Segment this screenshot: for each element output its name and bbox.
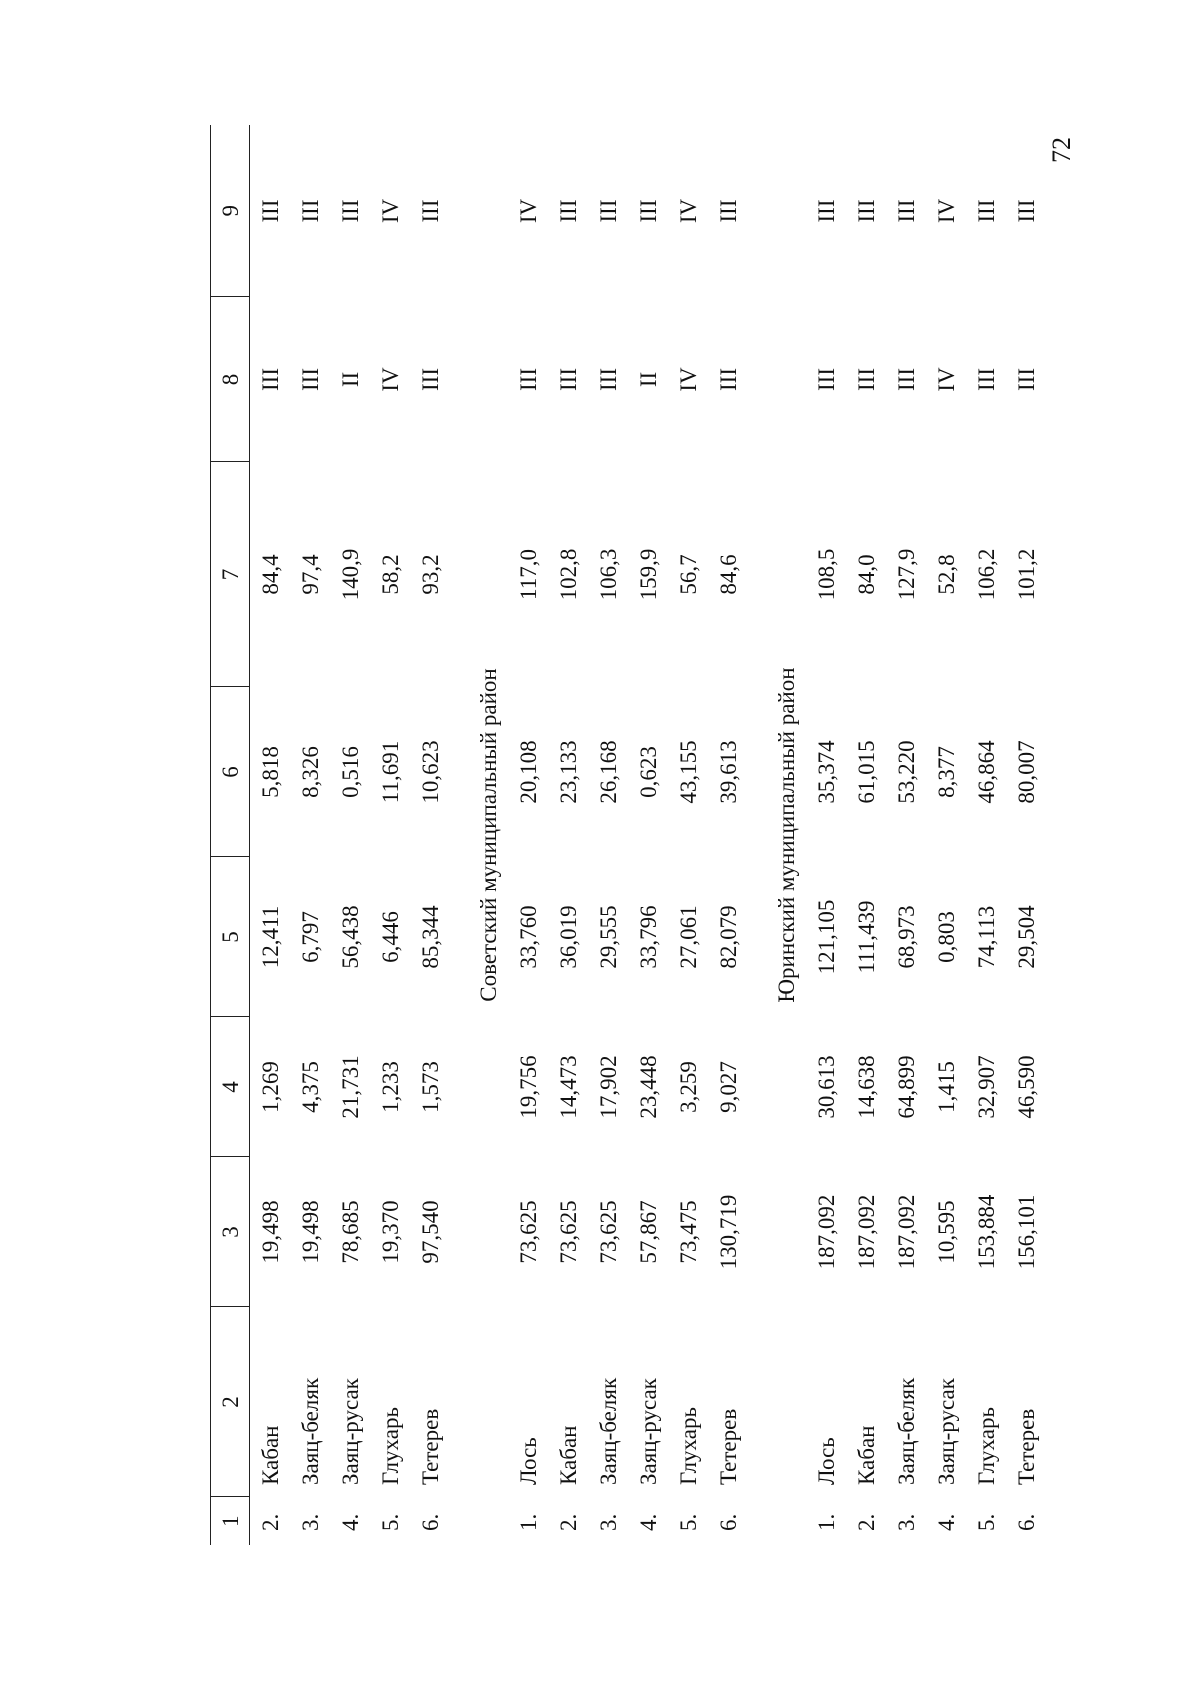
section-spacer bbox=[450, 125, 468, 1545]
species-name: Кабан bbox=[853, 1425, 879, 1485]
value-col7: 106,3 bbox=[595, 548, 621, 601]
value-col7: 84,4 bbox=[257, 554, 283, 595]
value-col5: 111,439 bbox=[853, 900, 879, 974]
page-number: 72 bbox=[1047, 137, 1076, 163]
column-header-6: 6 bbox=[211, 687, 250, 857]
value-col4: 14,638 bbox=[853, 1055, 879, 1119]
species-name: Заяц-беляк bbox=[893, 1377, 919, 1485]
value-col5: 85,344 bbox=[417, 905, 443, 969]
table-row bbox=[966, 125, 1006, 1545]
grade-col8: III bbox=[417, 368, 443, 391]
data-table bbox=[210, 125, 1046, 1545]
value-col3: 187,092 bbox=[893, 1194, 919, 1270]
value-col6: 53,220 bbox=[893, 740, 919, 804]
value-col3: 73,475 bbox=[675, 1200, 701, 1264]
row-number: 2. bbox=[853, 1513, 879, 1531]
value-col5: 6,797 bbox=[297, 911, 323, 963]
column-header-7: 7 bbox=[211, 462, 250, 687]
column-header-1: 1 bbox=[211, 1497, 250, 1545]
value-col4: 17,902 bbox=[595, 1055, 621, 1119]
value-col5: 56,438 bbox=[337, 905, 363, 969]
value-col5: 29,504 bbox=[1013, 905, 1039, 969]
table-row bbox=[588, 125, 628, 1545]
column-header-5: 5 bbox=[211, 857, 250, 1017]
value-col6: 46,864 bbox=[973, 740, 999, 804]
value-col3: 73,625 bbox=[555, 1200, 581, 1264]
value-col4: 1,415 bbox=[933, 1061, 959, 1113]
grade-col8: IV bbox=[675, 367, 701, 392]
value-col5: 74,113 bbox=[973, 905, 999, 969]
grade-col9: IV bbox=[515, 198, 541, 224]
value-col7: 106,2 bbox=[973, 548, 999, 601]
value-col4: 23,448 bbox=[635, 1055, 661, 1119]
section-title: Юринский муниципальный район bbox=[773, 667, 799, 1003]
value-col4: 32,907 bbox=[973, 1055, 999, 1119]
section-spacer bbox=[748, 125, 766, 1545]
row-number: 3. bbox=[893, 1513, 919, 1531]
table-row bbox=[668, 125, 708, 1545]
grade-col8: II bbox=[635, 371, 661, 388]
value-col3: 156,101 bbox=[1013, 1194, 1039, 1270]
section-title: Советский муниципальный район bbox=[475, 668, 501, 1002]
value-col3: 78,685 bbox=[337, 1200, 363, 1264]
value-col3: 73,625 bbox=[595, 1200, 621, 1264]
value-col7: 93,2 bbox=[417, 554, 443, 595]
table-row bbox=[846, 125, 886, 1545]
row-number: 3. bbox=[297, 1513, 323, 1531]
value-col6: 39,613 bbox=[715, 740, 741, 804]
row-number: 5. bbox=[377, 1513, 403, 1531]
value-col3: 73,625 bbox=[515, 1200, 541, 1264]
value-col3: 57,867 bbox=[635, 1200, 661, 1264]
row-number: 5. bbox=[675, 1513, 701, 1531]
species-name: Тетерев bbox=[715, 1408, 741, 1485]
value-col3: 19,498 bbox=[257, 1200, 283, 1264]
species-name: Заяц-беляк bbox=[595, 1377, 621, 1485]
grade-col8: III bbox=[973, 368, 999, 391]
grade-col8: IV bbox=[377, 367, 403, 392]
value-col4: 3,259 bbox=[675, 1061, 701, 1113]
table-row bbox=[1006, 125, 1046, 1545]
species-name: Лось bbox=[813, 1437, 839, 1485]
row-number: 6. bbox=[417, 1513, 443, 1531]
grade-col8: III bbox=[555, 368, 581, 391]
column-header-2: 2 bbox=[211, 1307, 250, 1497]
row-number: 2. bbox=[555, 1513, 581, 1531]
value-col7: 56,7 bbox=[675, 554, 701, 595]
row-number: 5. bbox=[973, 1513, 999, 1531]
species-name: Заяц-русак bbox=[635, 1378, 661, 1485]
column-header-3: 3 bbox=[211, 1157, 250, 1307]
species-name: Кабан bbox=[555, 1425, 581, 1485]
value-col6: 11,691 bbox=[377, 740, 403, 804]
value-col3: 187,092 bbox=[813, 1194, 839, 1270]
table-row bbox=[410, 125, 450, 1545]
value-col5: 33,796 bbox=[635, 905, 661, 969]
value-col5: 29,555 bbox=[595, 905, 621, 969]
value-col6: 20,108 bbox=[515, 740, 541, 804]
row-number: 4. bbox=[933, 1513, 959, 1531]
value-col5: 33,760 bbox=[515, 905, 541, 969]
row-number: 1. bbox=[515, 1513, 541, 1531]
column-header-9: 9 bbox=[211, 125, 250, 297]
table-row bbox=[806, 125, 846, 1545]
grade-col9: III bbox=[337, 199, 363, 223]
header-row bbox=[211, 125, 250, 1545]
value-col7: 97,4 bbox=[297, 554, 323, 595]
grade-col9: III bbox=[1013, 199, 1039, 223]
value-col4: 1,269 bbox=[257, 1061, 283, 1113]
grade-col9: III bbox=[813, 199, 839, 223]
grade-col8: III bbox=[595, 368, 621, 391]
value-col7: 159,9 bbox=[635, 548, 661, 601]
value-col6: 43,155 bbox=[675, 740, 701, 804]
value-col5: 82,079 bbox=[715, 905, 741, 969]
value-col6: 26,168 bbox=[595, 740, 621, 804]
table-row bbox=[926, 125, 966, 1545]
value-col5: 121,105 bbox=[813, 899, 839, 975]
table-body bbox=[250, 125, 1047, 1545]
value-col7: 140,9 bbox=[337, 548, 363, 601]
value-col7: 52,8 bbox=[933, 554, 959, 595]
value-col4: 1,573 bbox=[417, 1061, 443, 1113]
value-col4: 1,233 bbox=[377, 1061, 403, 1113]
value-col5: 0,803 bbox=[933, 911, 959, 963]
value-col4: 4,375 bbox=[297, 1061, 323, 1113]
value-col3: 187,092 bbox=[853, 1194, 879, 1270]
grade-col9: III bbox=[853, 199, 879, 223]
grade-col9: IV bbox=[933, 198, 959, 224]
grade-col9: III bbox=[715, 199, 741, 223]
section-header-row bbox=[468, 125, 508, 1545]
table-row bbox=[508, 125, 548, 1545]
column-header-8: 8 bbox=[211, 297, 250, 462]
grade-col8: II bbox=[337, 371, 363, 388]
species-name: Лось bbox=[515, 1437, 541, 1485]
value-col6: 61,015 bbox=[853, 740, 879, 804]
value-col7: 127,9 bbox=[893, 548, 919, 601]
species-name: Заяц-беляк bbox=[297, 1377, 323, 1485]
species-name: Заяц-русак bbox=[337, 1378, 363, 1485]
grade-col9: III bbox=[893, 199, 919, 223]
value-col6: 8,326 bbox=[297, 746, 323, 798]
value-col4: 9,027 bbox=[715, 1061, 741, 1113]
table-row bbox=[708, 125, 748, 1545]
section-header-row bbox=[766, 125, 806, 1545]
value-col7: 101,2 bbox=[1013, 548, 1039, 601]
grade-col9: III bbox=[257, 199, 283, 223]
value-col4: 64,899 bbox=[893, 1055, 919, 1119]
value-col7: 58,2 bbox=[377, 554, 403, 595]
value-col5: 12,411 bbox=[257, 905, 283, 969]
grade-col8: III bbox=[257, 368, 283, 391]
value-col4: 46,590 bbox=[1013, 1055, 1039, 1119]
column-header-4: 4 bbox=[211, 1017, 250, 1157]
row-number: 3. bbox=[595, 1513, 621, 1531]
table-row bbox=[628, 125, 668, 1545]
value-col5: 27,061 bbox=[675, 905, 701, 969]
grade-col9: III bbox=[595, 199, 621, 223]
value-col7: 117,0 bbox=[515, 549, 541, 600]
value-col4: 21,731 bbox=[337, 1055, 363, 1119]
value-col6: 0,516 bbox=[337, 746, 363, 798]
value-col6: 5,818 bbox=[257, 746, 283, 798]
table-stage bbox=[210, 125, 1110, 1545]
row-number: 4. bbox=[635, 1513, 661, 1531]
species-name: Тетерев bbox=[1013, 1408, 1039, 1485]
grade-col9: III bbox=[635, 199, 661, 223]
table-row bbox=[886, 125, 926, 1545]
row-number: 1. bbox=[813, 1513, 839, 1531]
value-col3: 97,540 bbox=[417, 1200, 443, 1264]
value-col6: 35,374 bbox=[813, 740, 839, 804]
value-col7: 102,8 bbox=[555, 548, 581, 601]
table-row bbox=[250, 125, 291, 1545]
value-col5: 6,446 bbox=[377, 911, 403, 963]
row-number: 2. bbox=[257, 1513, 283, 1531]
value-col6: 23,133 bbox=[555, 740, 581, 804]
grade-col9: III bbox=[297, 199, 323, 223]
value-col3: 19,370 bbox=[377, 1200, 403, 1264]
value-col6: 10,623 bbox=[417, 740, 443, 804]
table-row bbox=[370, 125, 410, 1545]
value-col3: 19,498 bbox=[297, 1200, 323, 1264]
grade-col9: III bbox=[555, 199, 581, 223]
value-col7: 84,6 bbox=[715, 554, 741, 595]
value-col6: 80,007 bbox=[1013, 740, 1039, 804]
value-col4: 30,613 bbox=[813, 1055, 839, 1119]
row-number: 6. bbox=[1013, 1513, 1039, 1531]
value-col3: 130,719 bbox=[715, 1194, 741, 1270]
grade-col9: III bbox=[973, 199, 999, 223]
grade-col9: IV bbox=[377, 198, 403, 224]
table-row bbox=[548, 125, 588, 1545]
value-col6: 8,377 bbox=[933, 746, 959, 798]
grade-col8: III bbox=[297, 368, 323, 391]
grade-col8: III bbox=[1013, 368, 1039, 391]
species-name: Глухарь bbox=[973, 1407, 999, 1485]
grade-col8: III bbox=[813, 368, 839, 391]
value-col5: 68,973 bbox=[893, 905, 919, 969]
grade-col9: IV bbox=[675, 198, 701, 224]
grade-col9: III bbox=[417, 199, 443, 223]
species-name: Глухарь bbox=[377, 1407, 403, 1485]
species-name: Заяц-русак bbox=[933, 1378, 959, 1485]
grade-col8: IV bbox=[933, 367, 959, 392]
species-name: Глухарь bbox=[675, 1407, 701, 1485]
value-col4: 19,756 bbox=[515, 1055, 541, 1119]
grade-col8: III bbox=[715, 368, 741, 391]
table-row bbox=[330, 125, 370, 1545]
row-number: 6. bbox=[715, 1513, 741, 1531]
rotated-table-frame bbox=[210, 125, 1110, 1545]
table-row bbox=[290, 125, 330, 1545]
species-name: Кабан bbox=[257, 1425, 283, 1485]
value-col5: 36,019 bbox=[555, 905, 581, 969]
row-number: 4. bbox=[337, 1513, 363, 1531]
value-col7: 108,5 bbox=[813, 548, 839, 601]
value-col6: 0,623 bbox=[635, 746, 661, 798]
grade-col8: III bbox=[893, 368, 919, 391]
grade-col8: III bbox=[515, 368, 541, 391]
value-col4: 14,473 bbox=[555, 1055, 581, 1119]
value-col3: 10,595 bbox=[933, 1200, 959, 1264]
value-col7: 84,0 bbox=[853, 554, 879, 595]
grade-col8: III bbox=[853, 368, 879, 391]
value-col3: 153,884 bbox=[973, 1194, 999, 1270]
species-name: Тетерев bbox=[417, 1408, 443, 1485]
